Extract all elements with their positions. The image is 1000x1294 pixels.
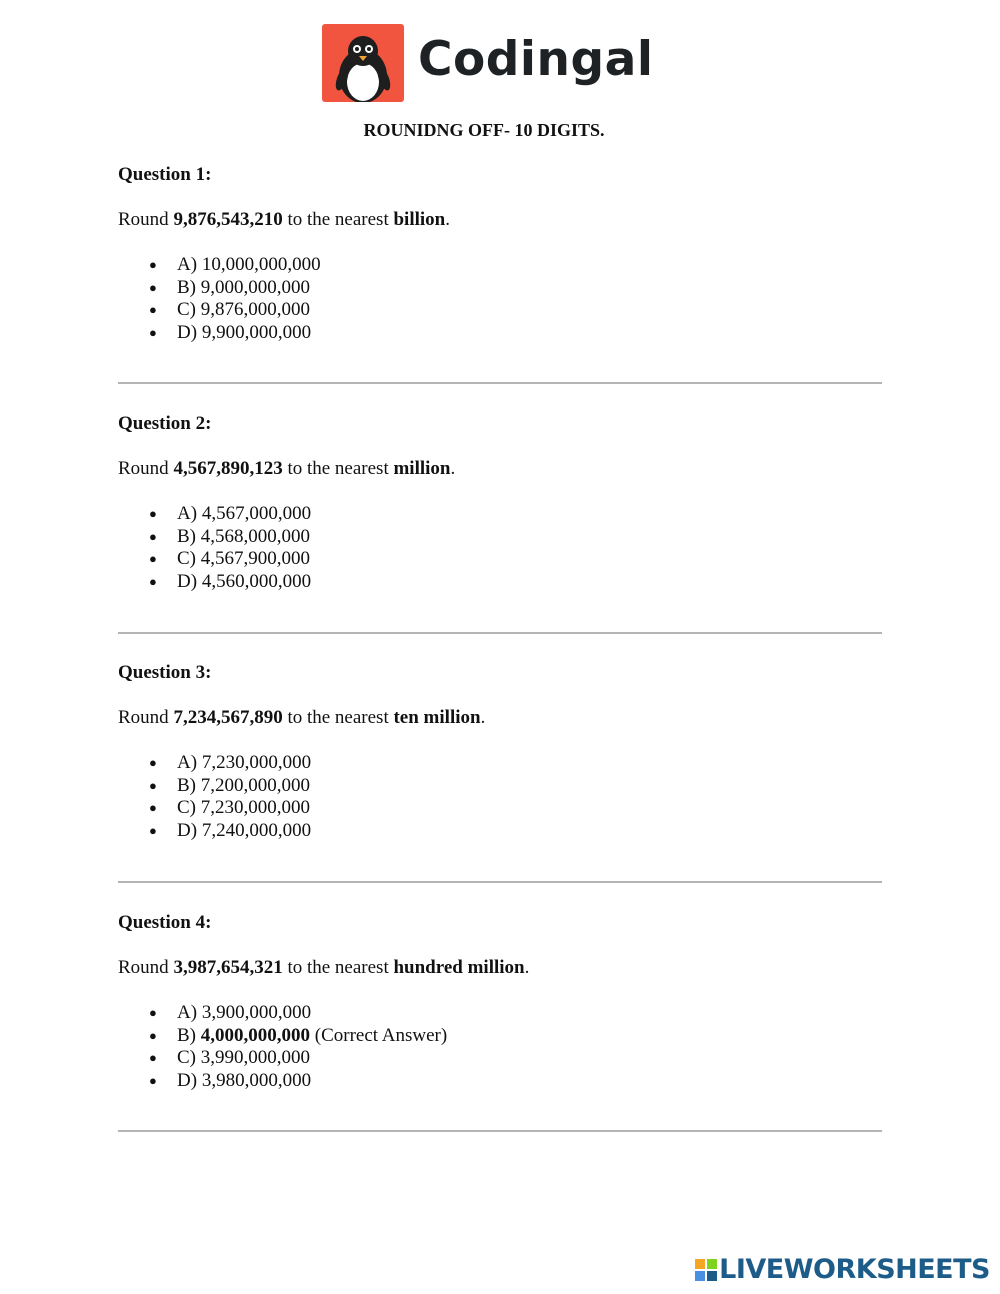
- page-title: ROUNIDNG OFF- 10 DIGITS.: [363, 120, 605, 140]
- bullet-icon: ●: [149, 1005, 157, 1020]
- question-text: Round 3,987,654,321 to the nearest hundred million.: [118, 957, 530, 978]
- question-1: [118, 164, 882, 345]
- question-text: Round 4,567,890,123 to the nearest million.: [118, 458, 456, 479]
- question-3: [118, 662, 882, 843]
- option-a[interactable]: ● A) 4,567,000,000: [149, 503, 312, 524]
- bullet-icon: ●: [149, 1073, 157, 1089]
- answer-options: [118, 254, 882, 345]
- question-4: [118, 912, 882, 1093]
- bullet-icon: ●: [149, 777, 157, 793]
- bullet-icon: ●: [149, 755, 157, 770]
- divider: [118, 1130, 882, 1132]
- question-heading: Question 2:: [118, 413, 212, 434]
- bullet-icon: ●: [149, 800, 157, 816]
- bullet-icon: ●: [149, 279, 157, 295]
- penguin-icon: [322, 24, 404, 102]
- answer-options: [118, 503, 882, 594]
- option-a[interactable]: ● A) 10,000,000,000: [149, 254, 321, 275]
- option-c[interactable]: ● C) 7,230,000,000: [149, 797, 310, 819]
- option-a[interactable]: ● A) 3,900,000,000: [149, 1002, 312, 1023]
- answer-options: [118, 752, 882, 843]
- bullet-icon: ●: [149, 302, 157, 318]
- option-d[interactable]: ● D) 7,240,000,000: [149, 820, 312, 842]
- liveworksheets-watermark: [695, 1256, 990, 1284]
- option-c[interactable]: ● C) 9,876,000,000: [149, 299, 310, 321]
- option-c[interactable]: ● C) 4,567,900,000: [149, 548, 310, 570]
- liveworksheets-icon: [695, 1259, 717, 1281]
- liveworksheets-text: LIVEWORKSHEETS: [719, 1254, 990, 1285]
- question-heading: Question 3:: [118, 662, 212, 683]
- option-b[interactable]: ● B) 9,000,000,000: [149, 276, 310, 298]
- bullet-icon: ●: [149, 325, 157, 341]
- bullet-icon: ●: [149, 528, 157, 544]
- bullet-icon: ●: [149, 257, 157, 272]
- question-heading: Question 4:: [118, 912, 212, 933]
- divider: [118, 382, 882, 384]
- question-text: Round 9,876,543,210 to the nearest billion.: [118, 209, 450, 230]
- divider: [118, 632, 882, 634]
- option-a[interactable]: ● A) 7,230,000,000: [149, 752, 312, 773]
- answer-options: [118, 1002, 882, 1093]
- question-text: Round 7,234,567,890 to the nearest ten million.: [118, 707, 486, 728]
- option-c[interactable]: ● C) 3,990,000,000: [149, 1047, 310, 1069]
- question-2: [118, 413, 882, 594]
- bullet-icon: ●: [149, 823, 157, 839]
- bullet-icon: ●: [149, 1027, 157, 1043]
- divider: [118, 881, 882, 883]
- bullet-icon: ●: [149, 551, 157, 567]
- bullet-icon: ●: [149, 506, 157, 521]
- option-d[interactable]: ● D) 3,980,000,000: [149, 1070, 312, 1092]
- logo-brand-text: Codingal: [418, 32, 654, 87]
- option-b[interactable]: ● B) 4,568,000,000: [149, 525, 310, 547]
- question-heading: Question 1:: [118, 164, 212, 185]
- codingal-logo: [322, 24, 654, 102]
- option-b[interactable]: ● B) 4,000,000,000 (Correct Answer): [149, 1024, 448, 1046]
- option-b[interactable]: ● B) 7,200,000,000: [149, 774, 310, 796]
- bullet-icon: ●: [149, 1050, 157, 1066]
- option-d[interactable]: ● D) 4,560,000,000: [149, 571, 312, 593]
- option-d[interactable]: ● D) 9,900,000,000: [149, 322, 312, 344]
- bullet-icon: ●: [149, 574, 157, 590]
